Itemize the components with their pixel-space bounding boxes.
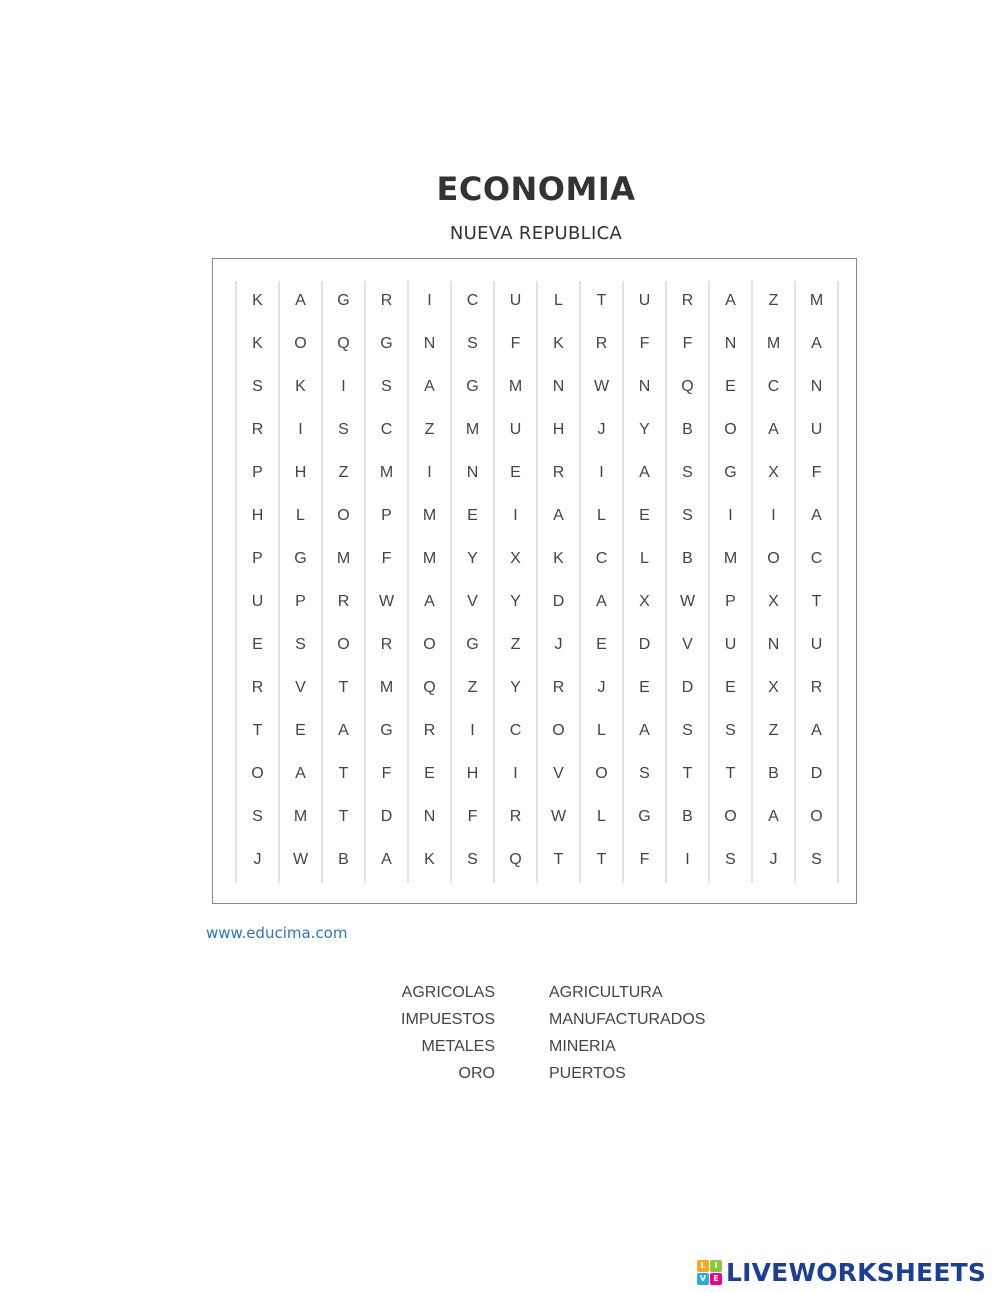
grid-cell[interactable]: X xyxy=(510,549,521,567)
grid-cell[interactable]: W xyxy=(550,807,567,825)
grid-cell[interactable]: M xyxy=(293,807,308,825)
word-search-puzzle xyxy=(212,258,857,904)
grid-cell[interactable]: R xyxy=(509,807,522,825)
grid-cell[interactable]: R xyxy=(380,635,393,653)
grid-cell[interactable]: I xyxy=(427,463,432,481)
grid-cell[interactable]: C xyxy=(509,721,522,739)
grid-cell[interactable]: S xyxy=(725,721,736,739)
grid-cell[interactable]: P xyxy=(252,463,263,481)
grid-cell[interactable]: Z xyxy=(768,721,779,739)
grid-cell[interactable]: T xyxy=(338,807,349,825)
grid-cell[interactable]: C xyxy=(595,549,608,567)
grid-cell[interactable]: F xyxy=(510,334,521,352)
grid-cell[interactable]: O xyxy=(724,807,737,825)
grid-cell[interactable]: D xyxy=(552,592,565,610)
grid-cell[interactable]: M xyxy=(379,678,394,696)
grid-cell[interactable]: O xyxy=(423,635,436,653)
grid-cell[interactable]: B xyxy=(682,420,693,438)
logo-text: LIVEWORKSHEETS xyxy=(726,1257,987,1287)
grid-cell[interactable]: P xyxy=(295,592,306,610)
grid-cell[interactable]: Z xyxy=(768,291,779,309)
grid-cell[interactable]: V xyxy=(553,764,564,782)
grid-cell[interactable]: K xyxy=(553,334,564,352)
grid-cell[interactable]: A xyxy=(811,334,822,352)
grid-cell[interactable]: A xyxy=(639,721,650,739)
grid-cell[interactable]: O xyxy=(552,721,565,739)
grid-cell[interactable]: A xyxy=(725,291,736,309)
grid-cell[interactable]: G xyxy=(638,807,651,825)
word-item: METALES xyxy=(421,1038,495,1055)
page-subtitle: NUEVA REPUBLICA xyxy=(449,223,623,244)
grid-cell[interactable]: F xyxy=(467,807,478,825)
grid-cell[interactable]: X xyxy=(768,592,779,610)
grid-cell[interactable]: E xyxy=(725,377,736,395)
grid-cell[interactable]: L xyxy=(597,506,606,524)
grid-cell[interactable]: A xyxy=(639,463,650,481)
grid-cell[interactable]: A xyxy=(768,420,779,438)
grid-cell[interactable]: A xyxy=(424,592,435,610)
grid-cell[interactable]: M xyxy=(465,420,480,438)
grid-cell[interactable]: W xyxy=(593,377,610,395)
grid-cell[interactable]: A xyxy=(768,807,779,825)
grid-cell[interactable]: T xyxy=(682,764,693,782)
grid-cell[interactable]: A xyxy=(424,377,435,395)
grid-cell[interactable]: S xyxy=(467,850,478,868)
grid-cell[interactable]: N xyxy=(552,377,565,395)
grid-cell[interactable]: J xyxy=(769,850,778,868)
grid-cell[interactable]: Z xyxy=(510,635,521,653)
grid-cell[interactable]: E xyxy=(467,506,478,524)
grid-cell[interactable]: N xyxy=(638,377,651,395)
grid-cell[interactable]: C xyxy=(466,291,479,309)
grid-cell[interactable]: W xyxy=(679,592,696,610)
grid-cell[interactable]: Q xyxy=(509,850,522,868)
grid-cell[interactable]: I xyxy=(298,420,303,438)
grid-cell[interactable]: R xyxy=(552,678,565,696)
grid-cell[interactable]: T xyxy=(596,291,607,309)
grid-cell[interactable]: G xyxy=(466,377,479,395)
grid-cell[interactable]: C xyxy=(767,377,780,395)
grid-cell[interactable]: O xyxy=(251,764,264,782)
grid-cell[interactable]: B xyxy=(682,807,693,825)
grid-cell[interactable]: S xyxy=(295,635,306,653)
grid-cell[interactable]: A xyxy=(295,291,306,309)
grid-cell[interactable]: G xyxy=(294,549,307,567)
word-item: ORO xyxy=(458,1065,495,1082)
letter-grid xyxy=(236,279,836,881)
grid-cell[interactable]: U xyxy=(810,635,823,653)
grid-cell[interactable]: T xyxy=(553,850,564,868)
grid-cell[interactable]: R xyxy=(251,678,264,696)
grid-cell[interactable]: M xyxy=(809,291,824,309)
grid-cell[interactable]: O xyxy=(724,420,737,438)
grid-cell[interactable]: J xyxy=(597,420,606,438)
grid-cell[interactable]: F xyxy=(639,334,650,352)
grid-cell[interactable]: O xyxy=(595,764,608,782)
educima-link[interactable]: www.educima.com xyxy=(206,924,348,942)
grid-cell[interactable]: J xyxy=(597,678,606,696)
grid-cell[interactable]: O xyxy=(337,506,350,524)
word-item: MINERIA xyxy=(549,1038,616,1055)
grid-cell[interactable]: E xyxy=(510,463,521,481)
grid-cell[interactable]: N xyxy=(724,334,737,352)
grid-cell[interactable]: A xyxy=(553,506,564,524)
word-list-left xyxy=(350,982,495,1090)
grid-cell[interactable]: T xyxy=(596,850,607,868)
grid-cell[interactable]: S xyxy=(639,764,650,782)
grid-cell[interactable]: F xyxy=(682,334,693,352)
grid-cell[interactable]: U xyxy=(251,592,264,610)
grid-cell[interactable]: R xyxy=(423,721,436,739)
grid-cell[interactable]: L xyxy=(597,807,606,825)
grid-cell[interactable]: R xyxy=(810,678,823,696)
grid-cell[interactable]: Q xyxy=(423,678,436,696)
grid-cell[interactable]: G xyxy=(337,291,350,309)
logo-tile: I xyxy=(710,1260,722,1272)
grid-cell[interactable]: S xyxy=(811,850,822,868)
grid-cell[interactable]: I xyxy=(341,377,346,395)
grid-cell[interactable]: V xyxy=(467,592,478,610)
liveworksheets-logo xyxy=(697,1252,986,1292)
grid-cell[interactable]: L xyxy=(296,506,305,524)
grid-cell[interactable]: T xyxy=(725,764,736,782)
grid-cell[interactable]: P xyxy=(725,592,736,610)
grid-cell[interactable]: I xyxy=(728,506,733,524)
grid-cell[interactable]: R xyxy=(552,463,565,481)
grid-cell[interactable]: N xyxy=(466,463,479,481)
grid-cell[interactable]: H xyxy=(251,506,264,524)
grid-cell[interactable]: Z xyxy=(467,678,478,696)
word-item: IMPUESTOS xyxy=(401,1011,495,1028)
grid-cell[interactable]: T xyxy=(811,592,822,610)
grid-cell[interactable]: D xyxy=(380,807,393,825)
grid-cell[interactable]: C xyxy=(380,420,393,438)
grid-cell[interactable]: T xyxy=(338,678,349,696)
grid-cell[interactable]: O xyxy=(337,635,350,653)
grid-cell[interactable]: D xyxy=(810,764,823,782)
grid-cell[interactable]: M xyxy=(422,506,437,524)
grid-cell[interactable]: J xyxy=(253,850,262,868)
grid-cell[interactable]: M xyxy=(422,549,437,567)
grid-cell[interactable]: P xyxy=(252,549,263,567)
grid-cell[interactable]: L xyxy=(597,721,606,739)
grid-cell[interactable]: M xyxy=(508,377,523,395)
grid-cell[interactable]: N xyxy=(423,334,436,352)
grid-cell[interactable]: A xyxy=(811,506,822,524)
grid-cell[interactable]: E xyxy=(252,635,263,653)
grid-cell[interactable]: Y xyxy=(467,549,478,567)
grid-cell[interactable]: F xyxy=(381,764,392,782)
grid-cell[interactable]: O xyxy=(767,549,780,567)
word-item: PUERTOS xyxy=(549,1065,626,1082)
grid-cell[interactable]: E xyxy=(295,721,306,739)
grid-cell[interactable]: K xyxy=(424,850,435,868)
grid-cell[interactable]: F xyxy=(811,463,822,481)
grid-cell[interactable]: Y xyxy=(510,678,521,696)
grid-cell[interactable]: I xyxy=(470,721,475,739)
grid-cell[interactable]: A xyxy=(811,721,822,739)
grid-cell[interactable]: J xyxy=(554,635,563,653)
logo-tile: L xyxy=(697,1260,709,1272)
grid-cell[interactable]: G xyxy=(380,334,393,352)
grid-cell[interactable]: K xyxy=(295,377,306,395)
grid-cell[interactable]: L xyxy=(640,549,649,567)
grid-cell[interactable]: H xyxy=(552,420,565,438)
grid-cell[interactable]: R xyxy=(251,420,264,438)
grid-cell[interactable]: R xyxy=(595,334,608,352)
grid-cell[interactable]: Y xyxy=(639,420,650,438)
word-item: AGRICOLAS xyxy=(401,984,495,1001)
grid-cell[interactable]: S xyxy=(338,420,349,438)
grid-cell[interactable]: I xyxy=(599,463,604,481)
grid-cell[interactable]: Q xyxy=(337,334,350,352)
grid-cell[interactable]: M xyxy=(723,549,738,567)
grid-cell[interactable]: U xyxy=(509,291,522,309)
grid-cell[interactable]: Q xyxy=(681,377,694,395)
grid-cell[interactable]: K xyxy=(252,291,263,309)
grid-cell[interactable]: I xyxy=(771,506,776,524)
grid-cell[interactable]: K xyxy=(252,334,263,352)
grid-cell[interactable]: H xyxy=(294,463,307,481)
grid-cell[interactable]: S xyxy=(725,850,736,868)
grid-cell[interactable]: V xyxy=(295,678,306,696)
grid-cell[interactable]: N xyxy=(423,807,436,825)
grid-cell[interactable]: B xyxy=(768,764,779,782)
grid-cell[interactable]: I xyxy=(685,850,690,868)
grid-cell[interactable]: P xyxy=(381,506,392,524)
grid-cell[interactable]: F xyxy=(381,549,392,567)
grid-cell[interactable]: D xyxy=(638,635,651,653)
logo-tile: E xyxy=(710,1273,722,1285)
grid-cell[interactable]: L xyxy=(554,291,563,309)
logo-mark-icon xyxy=(697,1260,722,1285)
grid-cell[interactable]: U xyxy=(724,635,737,653)
grid-cell[interactable]: O xyxy=(294,334,307,352)
grid-cell[interactable]: T xyxy=(338,764,349,782)
grid-cell[interactable]: M xyxy=(766,334,781,352)
grid-cell[interactable]: S xyxy=(467,334,478,352)
grid-cell[interactable]: K xyxy=(553,549,564,567)
grid-cell[interactable]: M xyxy=(379,463,394,481)
grid-cell[interactable]: A xyxy=(338,721,349,739)
logo-tile: V xyxy=(697,1273,709,1285)
grid-cell[interactable]: M xyxy=(336,549,351,567)
word-item: MANUFACTURADOS xyxy=(549,1011,706,1028)
grid-cell[interactable]: X xyxy=(768,678,779,696)
grid-cell[interactable]: W xyxy=(378,592,395,610)
grid-cell[interactable]: X xyxy=(639,592,650,610)
grid-cell[interactable]: U xyxy=(509,420,522,438)
word-item: AGRICULTURA xyxy=(549,984,663,1001)
grid-cell[interactable]: A xyxy=(596,592,607,610)
grid-cell[interactable]: U xyxy=(638,291,651,309)
grid-cell[interactable]: Z xyxy=(424,420,435,438)
grid-cell[interactable]: G xyxy=(466,635,479,653)
grid-cell[interactable]: F xyxy=(639,850,650,868)
grid-cell[interactable]: B xyxy=(682,549,693,567)
grid-cell[interactable]: G xyxy=(380,721,393,739)
grid-cell[interactable]: D xyxy=(681,678,694,696)
grid-cell[interactable]: I xyxy=(513,764,518,782)
grid-cell[interactable]: R xyxy=(337,592,350,610)
grid-cell[interactable]: E xyxy=(639,506,650,524)
grid-cell[interactable]: E xyxy=(639,678,650,696)
grid-cell[interactable]: G xyxy=(724,463,737,481)
grid-cell[interactable]: Z xyxy=(338,463,349,481)
grid-cell[interactable]: S xyxy=(252,377,263,395)
grid-cell[interactable]: U xyxy=(810,420,823,438)
grid-cell[interactable]: I xyxy=(427,291,432,309)
page-title: ECONOMIA xyxy=(436,170,636,208)
grid-cell[interactable]: A xyxy=(295,764,306,782)
grid-cell[interactable]: R xyxy=(681,291,694,309)
grid-cell[interactable]: W xyxy=(292,850,309,868)
grid-cell[interactable]: I xyxy=(513,506,518,524)
grid-cell[interactable]: H xyxy=(466,764,479,782)
grid-cell[interactable]: S xyxy=(682,506,693,524)
grid-cell[interactable]: E xyxy=(424,764,435,782)
grid-cell[interactable]: N xyxy=(767,635,780,653)
grid-cell[interactable]: N xyxy=(810,377,823,395)
grid-cell[interactable]: X xyxy=(768,463,779,481)
grid-cell[interactable]: S xyxy=(682,721,693,739)
grid-cell[interactable]: E xyxy=(725,678,736,696)
grid-cell[interactable]: O xyxy=(810,807,823,825)
grid-cell[interactable]: R xyxy=(380,291,393,309)
grid-cell[interactable]: A xyxy=(381,850,392,868)
grid-cell[interactable]: S xyxy=(682,463,693,481)
grid-cell[interactable]: S xyxy=(252,807,263,825)
grid-cell[interactable]: V xyxy=(682,635,693,653)
grid-cell[interactable]: Y xyxy=(510,592,521,610)
grid-cell[interactable]: S xyxy=(381,377,392,395)
grid-cell[interactable]: C xyxy=(810,549,823,567)
grid-cell[interactable]: B xyxy=(338,850,349,868)
word-list-right xyxy=(549,982,769,1090)
grid-cell[interactable]: E xyxy=(596,635,607,653)
grid-cell[interactable]: T xyxy=(252,721,263,739)
